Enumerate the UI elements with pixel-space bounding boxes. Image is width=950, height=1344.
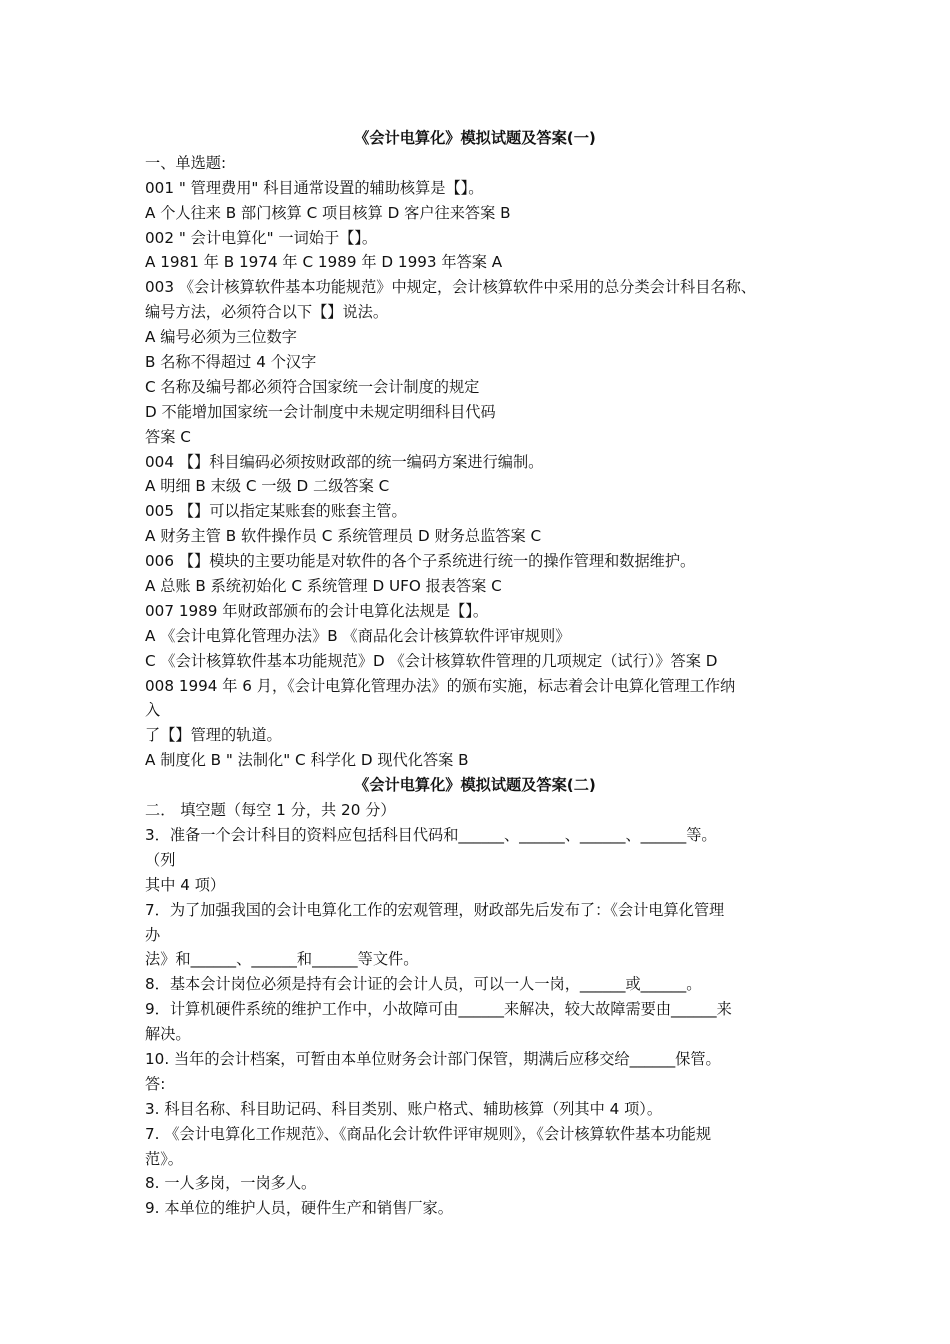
section2-line: 7．为了加强我国的会计电算化工作的宏观管理，财政部先后发布了：《会计电算化管理 [145, 900, 725, 919]
section2-line: 3. 科目名称、科目助记码、科目类别、账户格式、辅助核算（列其中 4 项）。 [145, 1099, 663, 1118]
section1-line: 002 " 会计电算化" 一词始于【】。 [145, 228, 378, 247]
section1-line: 答案 C [145, 427, 191, 446]
section2-line: 二． 填空题（每空 1 分，共 20 分） [145, 801, 396, 820]
section1-line: A 《会计电算化管理办法》B 《商品化会计核算软件评审规则》 [145, 626, 571, 645]
section1-line: 001 " 管理费用" 科目通常设置的辅助核算是【】。 [145, 178, 484, 197]
section1-line: A 财务主管 B 软件操作员 C 系统管理员 D 财务总监答案 C [145, 527, 542, 546]
title-1: 《会计电算化》模拟试题及答案(一) [354, 129, 596, 147]
section2-line: 9．计算机硬件系统的维护工作中，小故障可由______来解决，较大故障需要由______来 [145, 1000, 732, 1019]
section1-line: 008 1994 年 6 月，《会计电算化管理办法》的颁布实施，标志着会计电算化管理工作纳 [145, 676, 736, 695]
section1-line: A 个人往来 B 部门核算 C 项目核算 D 客户往来答案 B [145, 203, 511, 222]
title-2: 《会计电算化》模拟试题及答案(二) [354, 776, 596, 795]
section1-line: 003 《会计核算软件基本功能规范》中规定，会计核算软件中采用的总分类会计科目名称、 [145, 278, 756, 297]
section1-line: 007 1989 年财政部颁布的会计电算化法规是【】。 [145, 601, 489, 620]
section1-line: 005 【】可以指定某账套的账套主管。 [145, 502, 407, 521]
section1-line: C 名称及编号都必须符合国家统一会计制度的规定 [145, 377, 480, 396]
section2-line: 其中 4 项） [145, 875, 226, 894]
section1-line: A 编号必须为三位数字 [145, 328, 297, 347]
section1-line: A 1981 年 B 1974 年 C 1989 年 D 1993 年答案 A [145, 253, 503, 272]
section1-line: A 明细 B 末级 C 一级 D 二级答案 C [145, 477, 390, 496]
section2-line: 8．基本会计岗位必须是持有会计证的会计人员，可以一人一岗，______或______。 [145, 975, 702, 994]
section2-line: 7. 《会计电算化工作规范》、《商品化会计软件评审规则》，《会计核算软件基本功能规 [145, 1124, 712, 1143]
section1-line: D 不能增加国家统一会计制度中未规定明细科目代码 [145, 402, 496, 421]
section1-line: 一、单选题: [145, 153, 227, 172]
section1-line: 004 【】科目编码必须按财政部的统一编码方案进行编制。 [145, 452, 544, 471]
section2-line: 解决。 [145, 1025, 191, 1044]
section2-line: 办 [145, 925, 161, 944]
section2-line: 8. 一人多岗，一岗多人。 [145, 1174, 317, 1193]
section2-line: 范》。 [145, 1149, 183, 1168]
section2-line: 9. 本单位的维护人员，硬件生产和销售厂家。 [145, 1199, 453, 1218]
section1-line: A 制度化 B " 法制化" C 科学化 D 现代化答案 B [145, 751, 469, 770]
section1-line: A 总账 B 系统初始化 C 系统管理 D UFO 报表答案 C [145, 577, 502, 596]
section-single-choice [145, 151, 825, 773]
section1-line: B 名称不得超过 4 个汉字 [145, 353, 317, 372]
section1-line: 编号方法，必须符合以下【】说法。 [145, 303, 388, 322]
document-page [145, 126, 825, 1221]
section1-line: 入 [145, 701, 161, 720]
section2-line: 10. 当年的会计档案，可暂由本单位财务会计部门保管，期满后应移交给______保管。 [145, 1049, 721, 1068]
section1-line: 006 【】模块的主要功能是对软件的各个子系统进行统一的操作管理和数据维护。 [145, 552, 696, 571]
section2-line: （列 [145, 850, 176, 869]
section2-line: 3．准备一个会计科目的资料应包括科目代码和______、______、______、______等。 [145, 825, 717, 844]
section1-line: 了【】管理的轨道。 [145, 726, 282, 745]
section2-line: 答: [145, 1074, 166, 1093]
section2-line: 法》和______、______和______等文件。 [145, 950, 419, 969]
section-fill-blank [145, 798, 825, 1221]
section1-line: C 《会计核算软件基本功能规范》D 《会计核算软件管理的几项规定（试行）》答案 D [145, 651, 718, 670]
